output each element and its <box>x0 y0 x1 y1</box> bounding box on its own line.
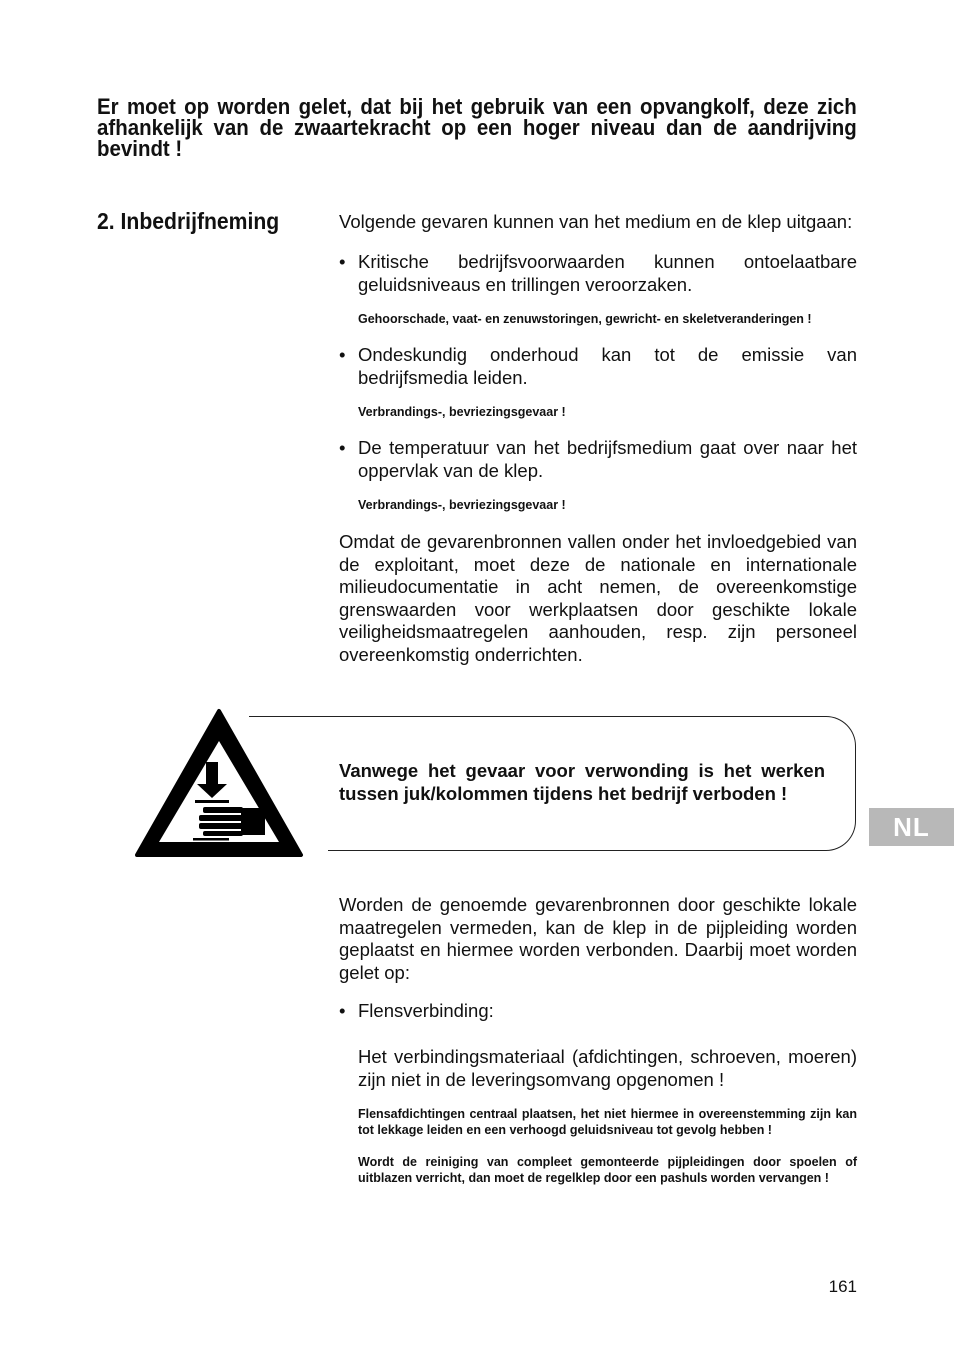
bullet-dot: • <box>339 1000 346 1021</box>
intro-warning: Er moet op worden gelet, dat bij het gebruik van een opvangkolf, deze zich afhankelijk van de zwaartekracht op een hoger niveau dan de aandrijving bevindt ! <box>97 94 857 161</box>
bullet-continuation-text: Het verbindingsmateriaal (afdichtingen, schroeven, moeren) zijn niet in de leveringsomvang opgenomen ! <box>358 1046 857 1090</box>
bullet-item <box>339 344 857 389</box>
section-lead: Volgende gevaren kunnen van het medium en de klep uitgaan: <box>339 211 853 232</box>
bullet-text: Flensverbinding: <box>358 1000 494 1021</box>
bullet-text: De temperatuur van het bedrijfsmedium gaat over naar het oppervlak van de klep. <box>358 437 857 481</box>
bullet-note: Verbrandings-, bevriezingsgevaar ! <box>358 405 566 419</box>
bullet-item <box>339 1000 857 1023</box>
hand-crush-hazard-icon <box>133 708 305 860</box>
bullet-dot: • <box>339 251 346 272</box>
bullet-text: Kritische bedrijfsvoorwaarden kunnen ontoelaatbare geluidsniveaus en trillingen veroorzaken. <box>358 251 857 295</box>
warning-text: Vanwege het gevaar voor verwonding is het werken tussen juk/kolommen tijdens het bedrijf verboden ! <box>339 760 825 804</box>
section-paragraph: Omdat de gevarenbronnen vallen onder het invloedgebied van de exploitant, moet deze de nationale en internationale milieudocumentatie in acht nemen, de overeenkomstige grenswaarden voor werkplaatsen door geschikte lokale veiligheidsmaatregelen aanhouden, resp. zijn personeel overeenkomstig onderrichten. <box>339 531 857 665</box>
flange-note: Flensafdichtingen centraal plaatsen, het niet hiermee in overeenstemming zijn kan tot lekkage leiden en een verhoogd geluidsniveau tot gevolg hebben ! <box>358 1107 857 1137</box>
bullet-dot: • <box>339 344 346 365</box>
bullet-item <box>339 437 857 482</box>
bullet-dot: • <box>339 437 346 458</box>
cleaning-note: Wordt de reiniging van compleet gemonteerde pijpleidingen door spoelen of uitblazen verricht, dan moet de regelklep door een pashuls worden vervangen ! <box>358 1155 857 1185</box>
bullet-note: Gehoorschade, vaat- en zenuwstoringen, gewricht- en skeletveranderingen ! <box>358 312 812 326</box>
bullet-item <box>339 251 857 296</box>
language-tab: NL <box>869 808 954 846</box>
page-number: 161 <box>828 1277 857 1296</box>
bullet-continuation <box>358 1046 857 1091</box>
after-paragraph: Worden de genoemde gevarenbronnen door geschikte lokale maatregelen vermeden, kan de klep in de pijpleiding worden geplaatst en hiermee worden verbonden. Daarbij moet worden gelet op: <box>339 894 857 983</box>
section-heading: 2. Inbedrijfneming <box>97 208 280 234</box>
bullet-text: Ondeskundig onderhoud kan tot de emissie van bedrijfsmedia leiden. <box>358 344 857 388</box>
bullet-note: Verbrandings-, bevriezingsgevaar ! <box>358 498 566 512</box>
